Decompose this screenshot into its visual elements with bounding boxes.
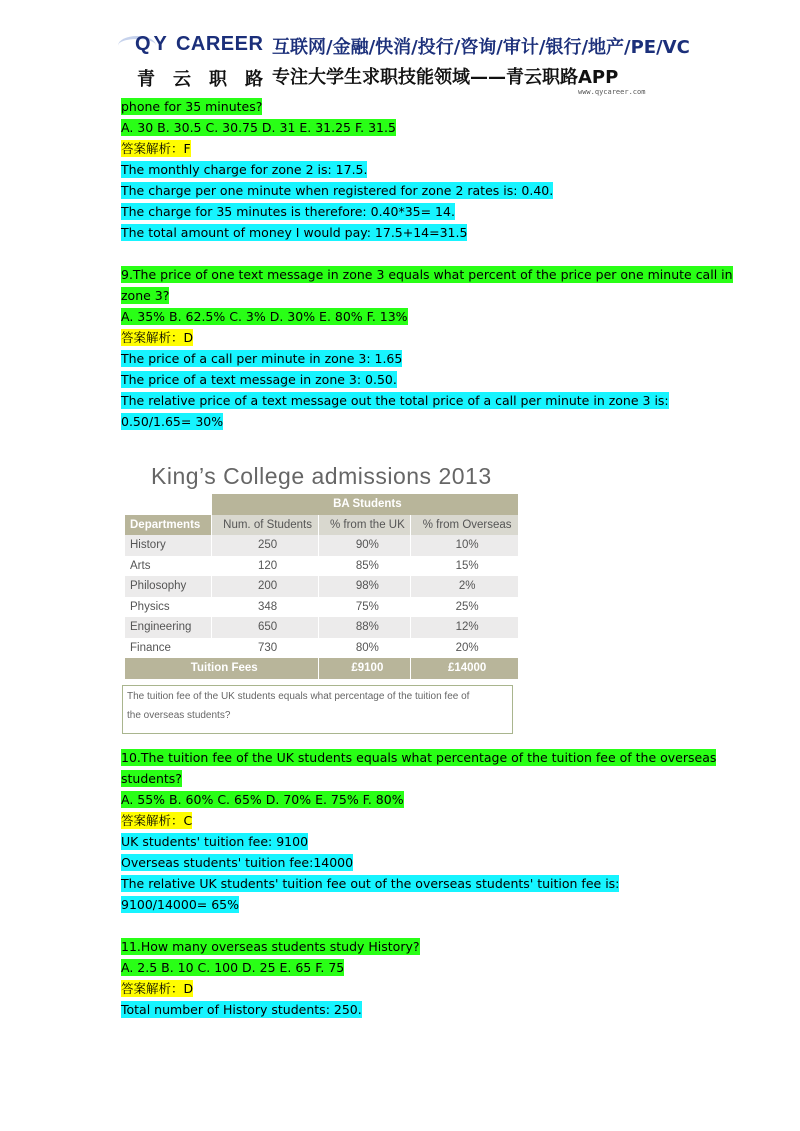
explanation-line: The charge for 35 minutes is therefore: 0.40*35= 14.: [121, 204, 455, 219]
table-question-text: the overseas students?: [127, 710, 231, 721]
table-row: [125, 638, 519, 659]
table-row: [125, 576, 519, 597]
table-cell: History: [125, 535, 212, 556]
column-header: % from the UK: [319, 515, 411, 536]
table-row: [125, 535, 519, 556]
table-cell: 2%: [411, 576, 518, 597]
answer-key: 答案解析：C: [121, 813, 193, 828]
table-cell: 85%: [319, 556, 411, 577]
explanation-line: The monthly charge for zone 2 is: 17.5.: [121, 162, 368, 177]
answer-options: A. 55% B. 60% C. 65% D. 70% E. 75% F. 80%: [121, 792, 404, 807]
table-cell: 98%: [319, 576, 411, 597]
header-url: www.qycareer.com: [578, 88, 646, 96]
table-footer-cell: £14000: [411, 658, 518, 679]
table-cell: 730: [211, 638, 319, 659]
admissions-table: [124, 494, 518, 679]
table-cell: 650: [211, 617, 319, 638]
page-header: [0, 0, 800, 100]
question-text: 9.The price of one text message in zone 3 equals what percent of the price per one minute call in: [121, 267, 733, 282]
table-group-header: BA Students: [211, 494, 518, 515]
table-cell: Arts: [125, 556, 212, 577]
logo-wordmark: QY CAREER: [135, 33, 264, 55]
table-cell: 25%: [411, 597, 518, 618]
admissions-table-figure: [121, 459, 519, 737]
table-cell: Engineering: [125, 617, 212, 638]
table-cell: Physics: [125, 597, 212, 618]
table-title: King’s College admissions 2013: [151, 463, 492, 489]
table-question-box: [122, 685, 513, 734]
table-footer-cell: £9100: [319, 658, 411, 679]
answer-options: A. 35% B. 62.5% C. 3% D. 30% E. 80% F. 13%: [121, 309, 408, 324]
table-cell: 80%: [319, 638, 411, 659]
explanation-line: The charge per one minute when registered for zone 2 rates is: 0.40.: [121, 183, 554, 198]
explanation-line: The price of a text message in zone 3: 0.50.: [121, 372, 397, 387]
table-footer-row: [125, 658, 519, 679]
header-tagline: 专注大学生求职技能领域——青云职路APP: [272, 67, 619, 88]
question-text: 11.How many overseas students study History?: [121, 939, 420, 954]
document-body: [121, 96, 733, 432]
table-cell: 10%: [411, 535, 518, 556]
question-text: students?: [121, 771, 182, 786]
explanation-line: The relative UK students' tuition fee out of the overseas students' tuition fee is:: [121, 876, 620, 891]
explanation-line: Overseas students' tuition fee:14000: [121, 855, 354, 870]
explanation-line: UK students' tuition fee: 9100: [121, 834, 309, 849]
explanation-line: The total amount of money I would pay: 17.5+14=31.5: [121, 225, 468, 240]
table-cell: 348: [211, 597, 319, 618]
table-cell: 75%: [319, 597, 411, 618]
logo-chinese-name: 青云职路: [137, 69, 281, 90]
column-header: Num. of Students: [211, 515, 319, 536]
table-question-text: The tuition fee of the UK students equals what percentage of the tuition fee of: [127, 691, 470, 702]
answer-options: A. 2.5 B. 10 C. 100 D. 25 E. 65 F. 75: [121, 960, 345, 975]
table-cell: 15%: [411, 556, 518, 577]
question-text: phone for 35 minutes?: [121, 99, 263, 114]
answer-key: 答案解析：D: [121, 981, 194, 996]
header-sectors: 互联网/金融/快消/投行/咨询/审计/银行/地产/PE/VC: [272, 37, 690, 58]
explanation-line: 0.50/1.65= 30%: [121, 414, 224, 429]
table-cell: 120: [211, 556, 319, 577]
table-footer-label: Tuition Fees: [125, 658, 319, 679]
column-header: % from Overseas: [411, 515, 518, 536]
table-row: [125, 617, 519, 638]
explanation-line: 9100/14000= 65%: [121, 897, 240, 912]
table-cell: 200: [211, 576, 319, 597]
document-body-continued: [121, 747, 717, 1020]
table-cell: Finance: [125, 638, 212, 659]
table-cell: 20%: [411, 638, 518, 659]
explanation-line: Total number of History students: 250.: [121, 1002, 362, 1017]
column-header: Departments: [125, 515, 212, 536]
table-cell: 88%: [319, 617, 411, 638]
question-text: 10.The tuition fee of the UK students equals what percentage of the tuition fee of the overseas: [121, 750, 717, 765]
table-cell: 250: [211, 535, 319, 556]
question-text: zone 3?: [121, 288, 170, 303]
answer-key: 答案解析：F: [121, 141, 191, 156]
answer-key: 答案解析：D: [121, 330, 194, 345]
table-row: [125, 556, 519, 577]
table-row: [125, 597, 519, 618]
answer-options: A. 30 B. 30.5 C. 30.75 D. 31 E. 31.25 F. 31.5: [121, 120, 396, 135]
table-cell: Philosophy: [125, 576, 212, 597]
table-cell: 12%: [411, 617, 518, 638]
table-corner: [125, 494, 212, 515]
explanation-line: The relative price of a text message out the total price of a call per minute in zone 3 is:: [121, 393, 669, 408]
explanation-line: The price of a call per minute in zone 3: 1.65: [121, 351, 403, 366]
table-cell: 90%: [319, 535, 411, 556]
